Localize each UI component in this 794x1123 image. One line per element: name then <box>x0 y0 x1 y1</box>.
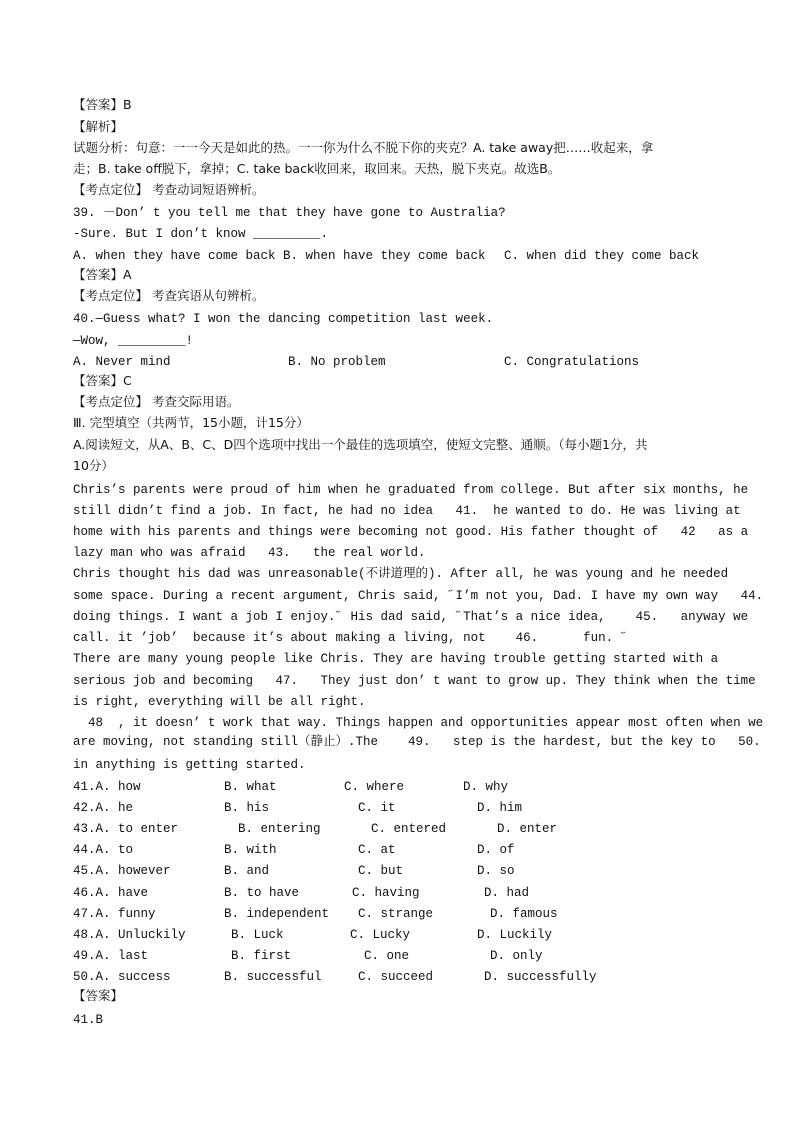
passage-line: Chris thought his dad was unreasonable(不讲道理的). After all, he was young and he needed <box>73 567 729 581</box>
section-heading: Ⅲ. 完型填空（共两节，15小题，计15分） <box>73 415 309 430</box>
option-47-c: C. strange <box>358 907 434 921</box>
knowledge-point-39: 【考点定位】 考查宾语从句辨析。 <box>73 288 265 303</box>
option-40-c: C. Congratulations <box>504 355 640 369</box>
option-43-c: C. entered <box>371 822 447 836</box>
option-40-b: B. No problem <box>288 355 386 369</box>
option-44-d: D. of <box>477 843 515 857</box>
option-42-a: 42.A. he <box>73 801 134 815</box>
option-42-d: D. him <box>477 801 523 815</box>
option-41-c: C. where <box>344 780 405 794</box>
option-39-b: B. when have they come back <box>283 249 486 263</box>
passage-line: serious job and becoming 47. They just don’ t want to grow up. They think when the time <box>73 674 756 688</box>
option-39-a: A. when they have come back <box>73 249 276 263</box>
option-46-b: B. to have <box>224 886 300 900</box>
option-41-a: 41.A. how <box>73 780 141 794</box>
answer-label-cloze: 【答案】 <box>73 988 124 1003</box>
option-39-c: C. when did they come back <box>504 249 700 263</box>
option-42-c: C. it <box>358 801 396 815</box>
option-41-d: D. why <box>463 780 509 794</box>
option-50-d: D. successfully <box>484 970 597 984</box>
option-44-b: B. with <box>224 843 277 857</box>
knowledge-point: 【考点定位】 考查动词短语辨析。 <box>73 182 265 197</box>
option-48-c: C. Lucky <box>350 928 411 942</box>
option-48-d: D. Luckily <box>477 928 553 942</box>
option-49-d: D. only <box>490 949 543 963</box>
passage-line: home with his parents and things were becoming not good. His father thought of 42 as a <box>73 525 749 539</box>
option-50-a: 50.A. success <box>73 970 171 984</box>
question-40-reply: —Wow, _________! <box>73 334 194 348</box>
option-43-d: D. enter <box>497 822 558 836</box>
option-42-b: B. his <box>224 801 270 815</box>
instructions-1: A.阅读短文，从A、B、C、D四个选项中找出一个最佳的选项填空，使短文完整、通顺。（每小题1分，共 <box>73 437 648 452</box>
option-45-a: 45.A. however <box>73 864 171 878</box>
option-46-d: D. had <box>484 886 530 900</box>
passage-line: lazy man who was afraid 43. the real world. <box>73 546 426 560</box>
passage-line: some space. During a recent argument, Chris said, ˝I’m not you, Dad. I have my own way 44. <box>73 589 764 603</box>
option-43-b: B. entering <box>238 822 321 836</box>
analysis-text-1: 试题分析：句意：一一今天是如此的热。一一你为什么不脱下你的夹克？A. take away把……收起来，拿 <box>73 140 654 155</box>
option-48-b: B. Luck <box>231 928 284 942</box>
answer-label: 【答案】B <box>73 97 132 112</box>
passage-line: 48 , it doesn’ t work that way. Things happen and opportunities appear most often when we <box>73 716 764 730</box>
knowledge-point-40: 【考点定位】 考查交际用语。 <box>73 394 240 409</box>
answer-41: 41.B <box>73 1013 104 1027</box>
option-41-b: B. what <box>224 780 277 794</box>
answer-40: 【答案】C <box>73 373 132 388</box>
question-39: 39. －Don’ t you tell me that they have gone to Australia? <box>73 206 506 220</box>
option-45-b: B. and <box>224 864 270 878</box>
passage-line: doing things. I want a job I enjoy.˝ His dad said, ˝That’s a nice idea, 45. anyway we <box>73 610 749 624</box>
option-47-d: D. famous <box>490 907 558 921</box>
option-49-a: 49.A. last <box>73 949 149 963</box>
option-47-a: 47.A. funny <box>73 907 156 921</box>
option-46-c: C. having <box>352 886 420 900</box>
option-44-c: C. at <box>358 843 396 857</box>
answer-39: 【答案】A <box>73 267 132 282</box>
passage-line: is right, everything will be all right. <box>73 695 366 709</box>
option-43-a: 43.A. to enter <box>73 822 179 836</box>
option-48-a: 48.A. Unluckily <box>73 928 186 942</box>
passage-line: There are many young people like Chris. They are having trouble getting started with a <box>73 652 719 666</box>
instructions-2: 10分） <box>73 458 114 473</box>
option-49-c: C. one <box>364 949 410 963</box>
option-49-b: B. first <box>231 949 292 963</box>
analysis-label: 【解析】 <box>73 119 124 134</box>
option-47-b: B. independent <box>224 907 330 921</box>
option-45-c: C. but <box>358 864 404 878</box>
option-50-c: C. succeed <box>358 970 434 984</box>
passage-line: still didn’t find a job. In fact, he had no idea 41. he wanted to do. He was living at <box>73 504 741 518</box>
passage-line: in anything is getting started. <box>73 758 306 772</box>
option-45-d: D. so <box>477 864 515 878</box>
option-46-a: 46.A. have <box>73 886 149 900</box>
question-40: 40.—Guess what? I won the dancing competition last week. <box>73 312 494 326</box>
passage-line: are moving, not standing still（静止）.The 49. step is the hardest, but the key to 50. <box>73 735 761 749</box>
option-50-b: B. successful <box>224 970 322 984</box>
question-39-reply: -Sure. But I don’t know _________. <box>73 227 329 241</box>
option-44-a: 44.A. to <box>73 843 134 857</box>
analysis-text-2: 走；B. take off脱下，拿掉；C. take back收回来，取回来。天热，脱下夹克。故选B。 <box>73 161 561 176</box>
option-40-a: A. Never mind <box>73 355 171 369</box>
passage-line: call. it ’job’ because it’s about making a living, not 46. fun. ˝ <box>73 631 629 645</box>
passage-line: Chris’s parents were proud of him when he graduated from college. But after six months, he <box>73 483 749 497</box>
